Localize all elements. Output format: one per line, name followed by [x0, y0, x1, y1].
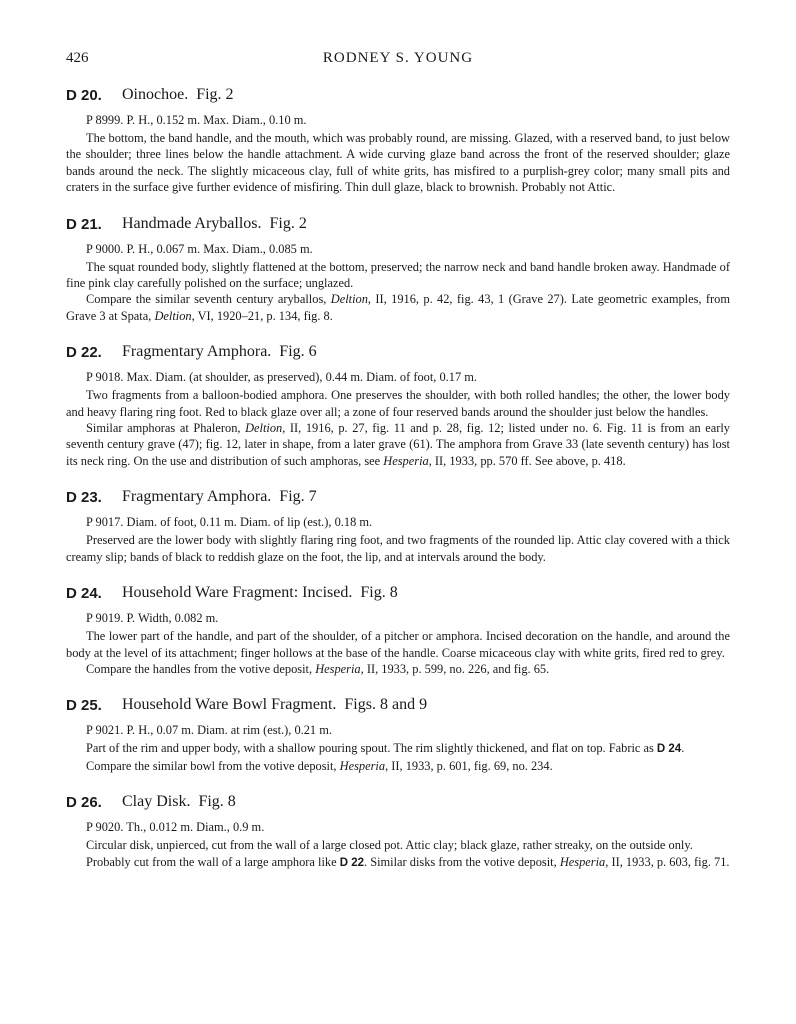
entry-paragraph — [66, 130, 730, 196]
text-run: Preserved are the lower body with slightly flaring ring foot, and two fragments of the rounded lip. Attic clay covered with a thick creamy slip; bands of black to reddish glaze on the foot, the lip, and at intervals around the body. — [66, 533, 730, 564]
text-run: , II, 1933, pp. 570 ff. See above, p. 418. — [428, 453, 626, 468]
text-run: , II, 1933, p. 603, fig. 71. — [605, 854, 730, 869]
entry-title-line — [122, 696, 427, 714]
inventory-dimensions: P 9018. Max. Diam. (at shoulder, as preserved), 0.44 m. Diam. of foot, 0.17 m. — [86, 370, 477, 385]
entry-title-line — [122, 215, 307, 233]
entry-number: D 21. — [66, 215, 102, 233]
entry-paragraph — [66, 259, 730, 292]
entry-paragraph — [66, 758, 730, 774]
inventory-dimensions: P 9000. P. H., 0.067 m. Max. Diam., 0.085 m. — [86, 241, 313, 256]
figure-reference: Fig. 8 — [360, 584, 398, 602]
journal-title: Deltion — [245, 421, 283, 436]
entry-paragraph — [66, 661, 730, 677]
journal-title: Hesperia — [339, 758, 386, 773]
figure-reference: Fig. 2 — [269, 214, 307, 232]
entry-number: D 22. — [66, 344, 102, 362]
text-run: Part of the rim and upper body, with a shallow pouring spout. The rim slightly thickened, and flat on top. Fabric as — [86, 741, 657, 756]
entry-number: D 23. — [66, 489, 102, 507]
entry-title: Household Ware Fragment: Incised. — [122, 584, 353, 602]
catalogue-entry — [66, 86, 730, 196]
text-run: The bottom, the band handle, and the mouth, which was probably round, are missing. Glazed, with a reserved band, to just below the shoulder; three lines below the handle attachment. A wide curving glaze band across the front of the reserved shoulder; glaze bands around the neck. The slightly micaceous clay, full of white grits, has misfired to a purplish-grey color; many small pits and craters in the surface give further evidence of misfiring. Thin dull glaze, black to brownish. Probably not Attic. — [66, 131, 730, 195]
entry-title-line — [122, 488, 317, 506]
entry-title: Handmade Aryballos. — [122, 214, 262, 232]
text-run: Probably cut from the wall of a large amphora like — [86, 854, 340, 869]
catalogue-entry — [66, 584, 730, 677]
entry-title: Household Ware Bowl Fragment. — [122, 696, 337, 714]
entry-heading — [66, 215, 730, 235]
figure-reference: Fig. 8 — [198, 793, 236, 811]
running-title: RODNEY S. YOUNG — [322, 50, 474, 66]
text-run: , II, 1916, p. 42, fig. 43, 1 (Grave 27). Late geometric examples, from Grave 3 at Spata, — [66, 292, 730, 323]
figure-reference: Fig. 6 — [279, 343, 317, 361]
text-run: The squat rounded body, slightly flattened at the bottom, preserved; the narrow neck and band handle broken away. Handmade of fine pink clay carefully polished on the surface; unglazed. — [66, 259, 730, 291]
text-run: Two fragments from a balloon-bodied amphora. One preserves the shoulder, with both rolled handles; the other, the lower body and heavy flaring ring foot. Red to black glaze over all; a zone of four reserved bands around the shoulder just below the handles. — [66, 388, 730, 419]
text-run: Compare the handles from the votive deposit, — [86, 661, 316, 676]
entry-paragraph — [66, 837, 730, 853]
entry-title: Oinochoe. — [122, 86, 189, 103]
entry-title-line — [122, 793, 236, 811]
journal-title: Deltion — [154, 308, 192, 323]
entry-heading — [66, 584, 730, 604]
text-run: Compare the similar seventh century aryballos, — [86, 292, 331, 307]
entry-number: D 24. — [66, 585, 102, 603]
entry-heading — [66, 86, 730, 106]
journal-title: Deltion — [330, 292, 368, 307]
text-run: Similar amphoras at Phaleron, — [86, 421, 246, 436]
entry-paragraph — [66, 532, 730, 565]
entry-cross-reference: D 22 — [339, 856, 364, 869]
journal-title: Hesperia — [315, 661, 361, 676]
figure-reference: Fig. 7 — [279, 488, 317, 506]
catalogue-entry — [66, 343, 730, 469]
entry-title-line — [122, 584, 398, 602]
figure-reference: Fig. 2 — [196, 86, 234, 103]
text-run: , VI, 1920–21, p. 134, fig. 8. — [191, 308, 333, 323]
page — [66, 50, 730, 871]
entry-title: Fragmentary Amphora. — [122, 488, 272, 506]
entry-title: Fragmentary Amphora. — [122, 343, 272, 361]
running-head — [66, 50, 730, 72]
text-run: Compare the similar bowl from the votive deposit, — [86, 758, 340, 773]
entry-heading — [66, 793, 730, 813]
catalogue-entry — [66, 793, 730, 871]
entry-number: D 25. — [66, 697, 102, 715]
inventory-dimensions: P 9019. P. Width, 0.082 m. — [86, 611, 219, 626]
text-run: , II, 1933, p. 599, no. 226, and fig. 65. — [360, 661, 550, 676]
journal-title: Hesperia — [559, 854, 606, 869]
inventory-dimensions: P 9017. Diam. of foot, 0.11 m. Diam. of lip (est.), 0.18 m. — [86, 515, 373, 530]
entry-heading — [66, 488, 730, 508]
entry-paragraph — [66, 387, 730, 420]
catalogue-entry — [66, 215, 730, 325]
catalogue-entry — [66, 696, 730, 774]
entry-paragraph — [66, 628, 730, 661]
catalogue-entry — [66, 488, 730, 565]
entry-paragraph — [66, 740, 730, 757]
inventory-dimensions: P 9020. Th., 0.012 m. Diam., 0.9 m. — [86, 820, 265, 835]
journal-title: Hesperia — [383, 453, 429, 468]
figure-reference: Figs. 8 and 9 — [344, 696, 428, 714]
text-run: The lower part of the handle, and part of the shoulder, of a pitcher or amphora. Incised decoration on the handle, and around the body at the level of its attachment; finger hollows at the base of the handle. Coarse micaceous clay with white grits, fired red to grey. — [66, 629, 730, 660]
entry-title-line — [122, 86, 234, 104]
entry-heading — [66, 696, 730, 716]
entry-title-line — [122, 343, 317, 361]
entry-number: D 26. — [66, 794, 102, 812]
entry-cross-reference: D 24 — [656, 743, 682, 756]
inventory-dimensions: P 9021. P. H., 0.07 m. Diam. at rim (est.), 0.21 m. — [86, 723, 332, 738]
catalogue-entries — [66, 86, 730, 871]
text-run: , II, 1916, p. 27, fig. 11 and p. 28, fig. 12; listed under no. 6. Fig. 11 is from an early seventh century grave (47); fig. 12, later in shape, from a later grave (61). The amphora from Grave 33 (late seventh century) has lost its neck ring. On the use and distribution of such amphoras, see — [66, 421, 730, 468]
entry-paragraph — [66, 420, 730, 469]
entry-paragraph — [66, 291, 730, 324]
text-run: . — [681, 741, 685, 756]
text-run: , II, 1933, p. 601, fig. 69, no. 234. — [385, 758, 553, 773]
inventory-dimensions: P 8999. P. H., 0.152 m. Max. Diam., 0.10 m. — [86, 113, 307, 127]
entry-number: D 20. — [66, 87, 102, 104]
text-run: . Similar disks from the votive deposit, — [364, 854, 560, 869]
entry-title: Clay Disk. — [122, 793, 191, 811]
text-run: Circular disk, unpierced, cut from the wall of a large closed pot. Attic clay; black glaze, rather streaky, on the outside only. — [86, 838, 693, 853]
page-number: 426 — [66, 50, 89, 66]
entry-paragraph — [66, 854, 730, 871]
entry-heading — [66, 343, 730, 363]
